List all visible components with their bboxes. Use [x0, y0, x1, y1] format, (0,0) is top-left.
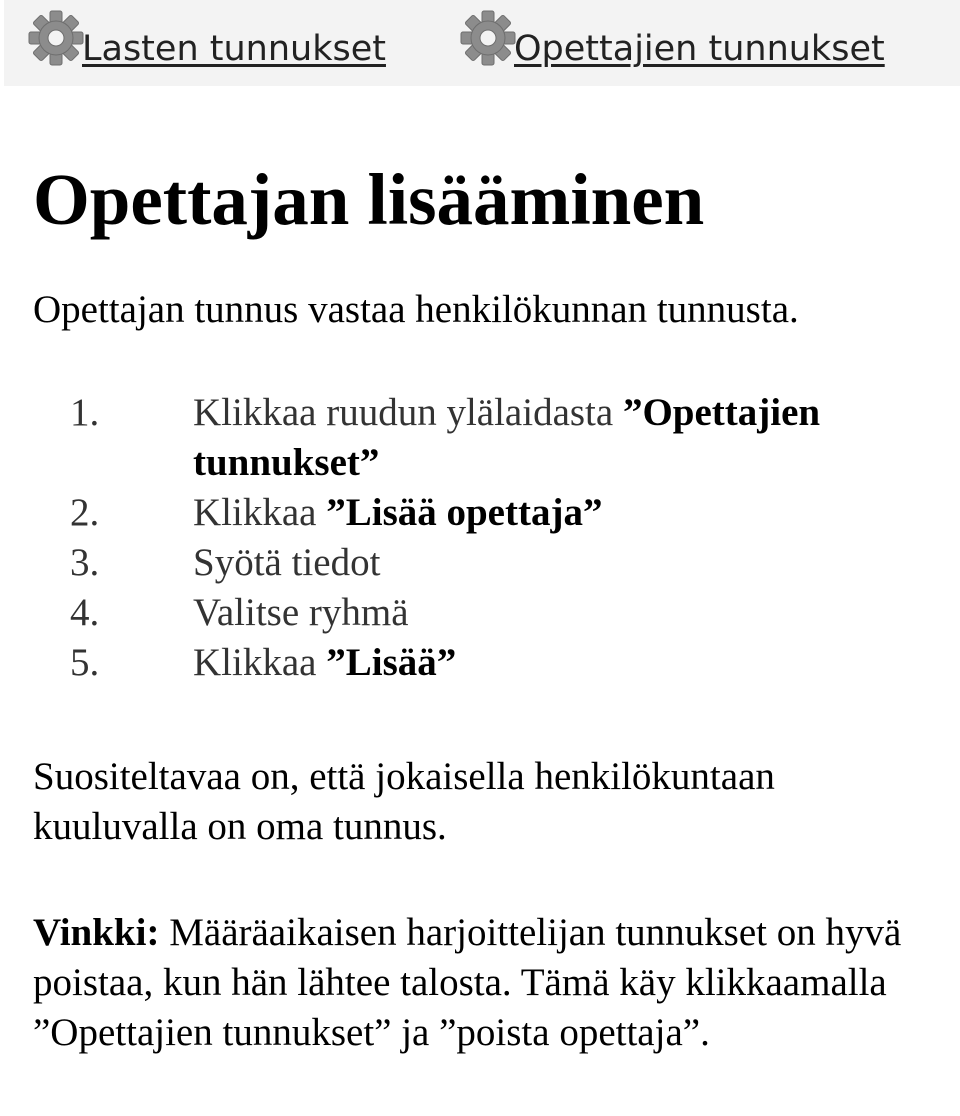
list-item	[33, 638, 933, 688]
step-text: Syötä tiedot	[193, 541, 381, 584]
top-navigation	[4, 0, 960, 86]
step-number: 5.	[70, 641, 100, 684]
step-number: 2.	[70, 491, 100, 534]
gear-icon	[458, 8, 518, 68]
step-bold-text: ”Opettajien tunnukset”	[193, 391, 821, 484]
step-bold-text: ”Lisää”	[326, 641, 457, 684]
tip-label: Vinkki:	[33, 911, 160, 954]
gear-icon	[26, 8, 86, 68]
list-item	[33, 538, 933, 588]
tip-paragraph	[33, 908, 945, 1058]
step-number: 3.	[70, 541, 100, 584]
step-bold-text: ”Lisää opettaja”	[326, 491, 603, 534]
list-item	[33, 488, 933, 538]
step-text: Klikkaa	[193, 641, 327, 684]
nav-link-label[interactable]: Lasten tunnukset	[82, 29, 386, 69]
intro-paragraph: Opettajan tunnus vastaa henkilökunnan tunnusta.	[33, 288, 799, 331]
step-number: 4.	[70, 591, 100, 634]
step-number: 1.	[70, 391, 100, 434]
recommendation-paragraph: Suositeltavaa on, että jokaisella henkilökuntaan kuuluvalla on oma tunnus.	[33, 755, 775, 848]
tip-text: Määräaikaisen harjoittelijan tunnukset on hyvä poistaa, kun hän lähtee talosta. Tämä käy klikkaamalla ”Opettajien tunnukset” ja ”poista opettaja”.	[33, 911, 902, 1054]
list-item	[33, 588, 933, 638]
steps-list	[33, 388, 933, 688]
nav-link-label[interactable]: Opettajien tunnukset	[514, 29, 885, 69]
list-item	[33, 388, 933, 488]
step-text: Valitse ryhmä	[193, 591, 409, 634]
page-title: Opettajan lisääminen	[33, 159, 705, 240]
step-text: Klikkaa	[193, 491, 327, 534]
step-text: Klikkaa ruudun ylälaidasta	[193, 391, 623, 434]
